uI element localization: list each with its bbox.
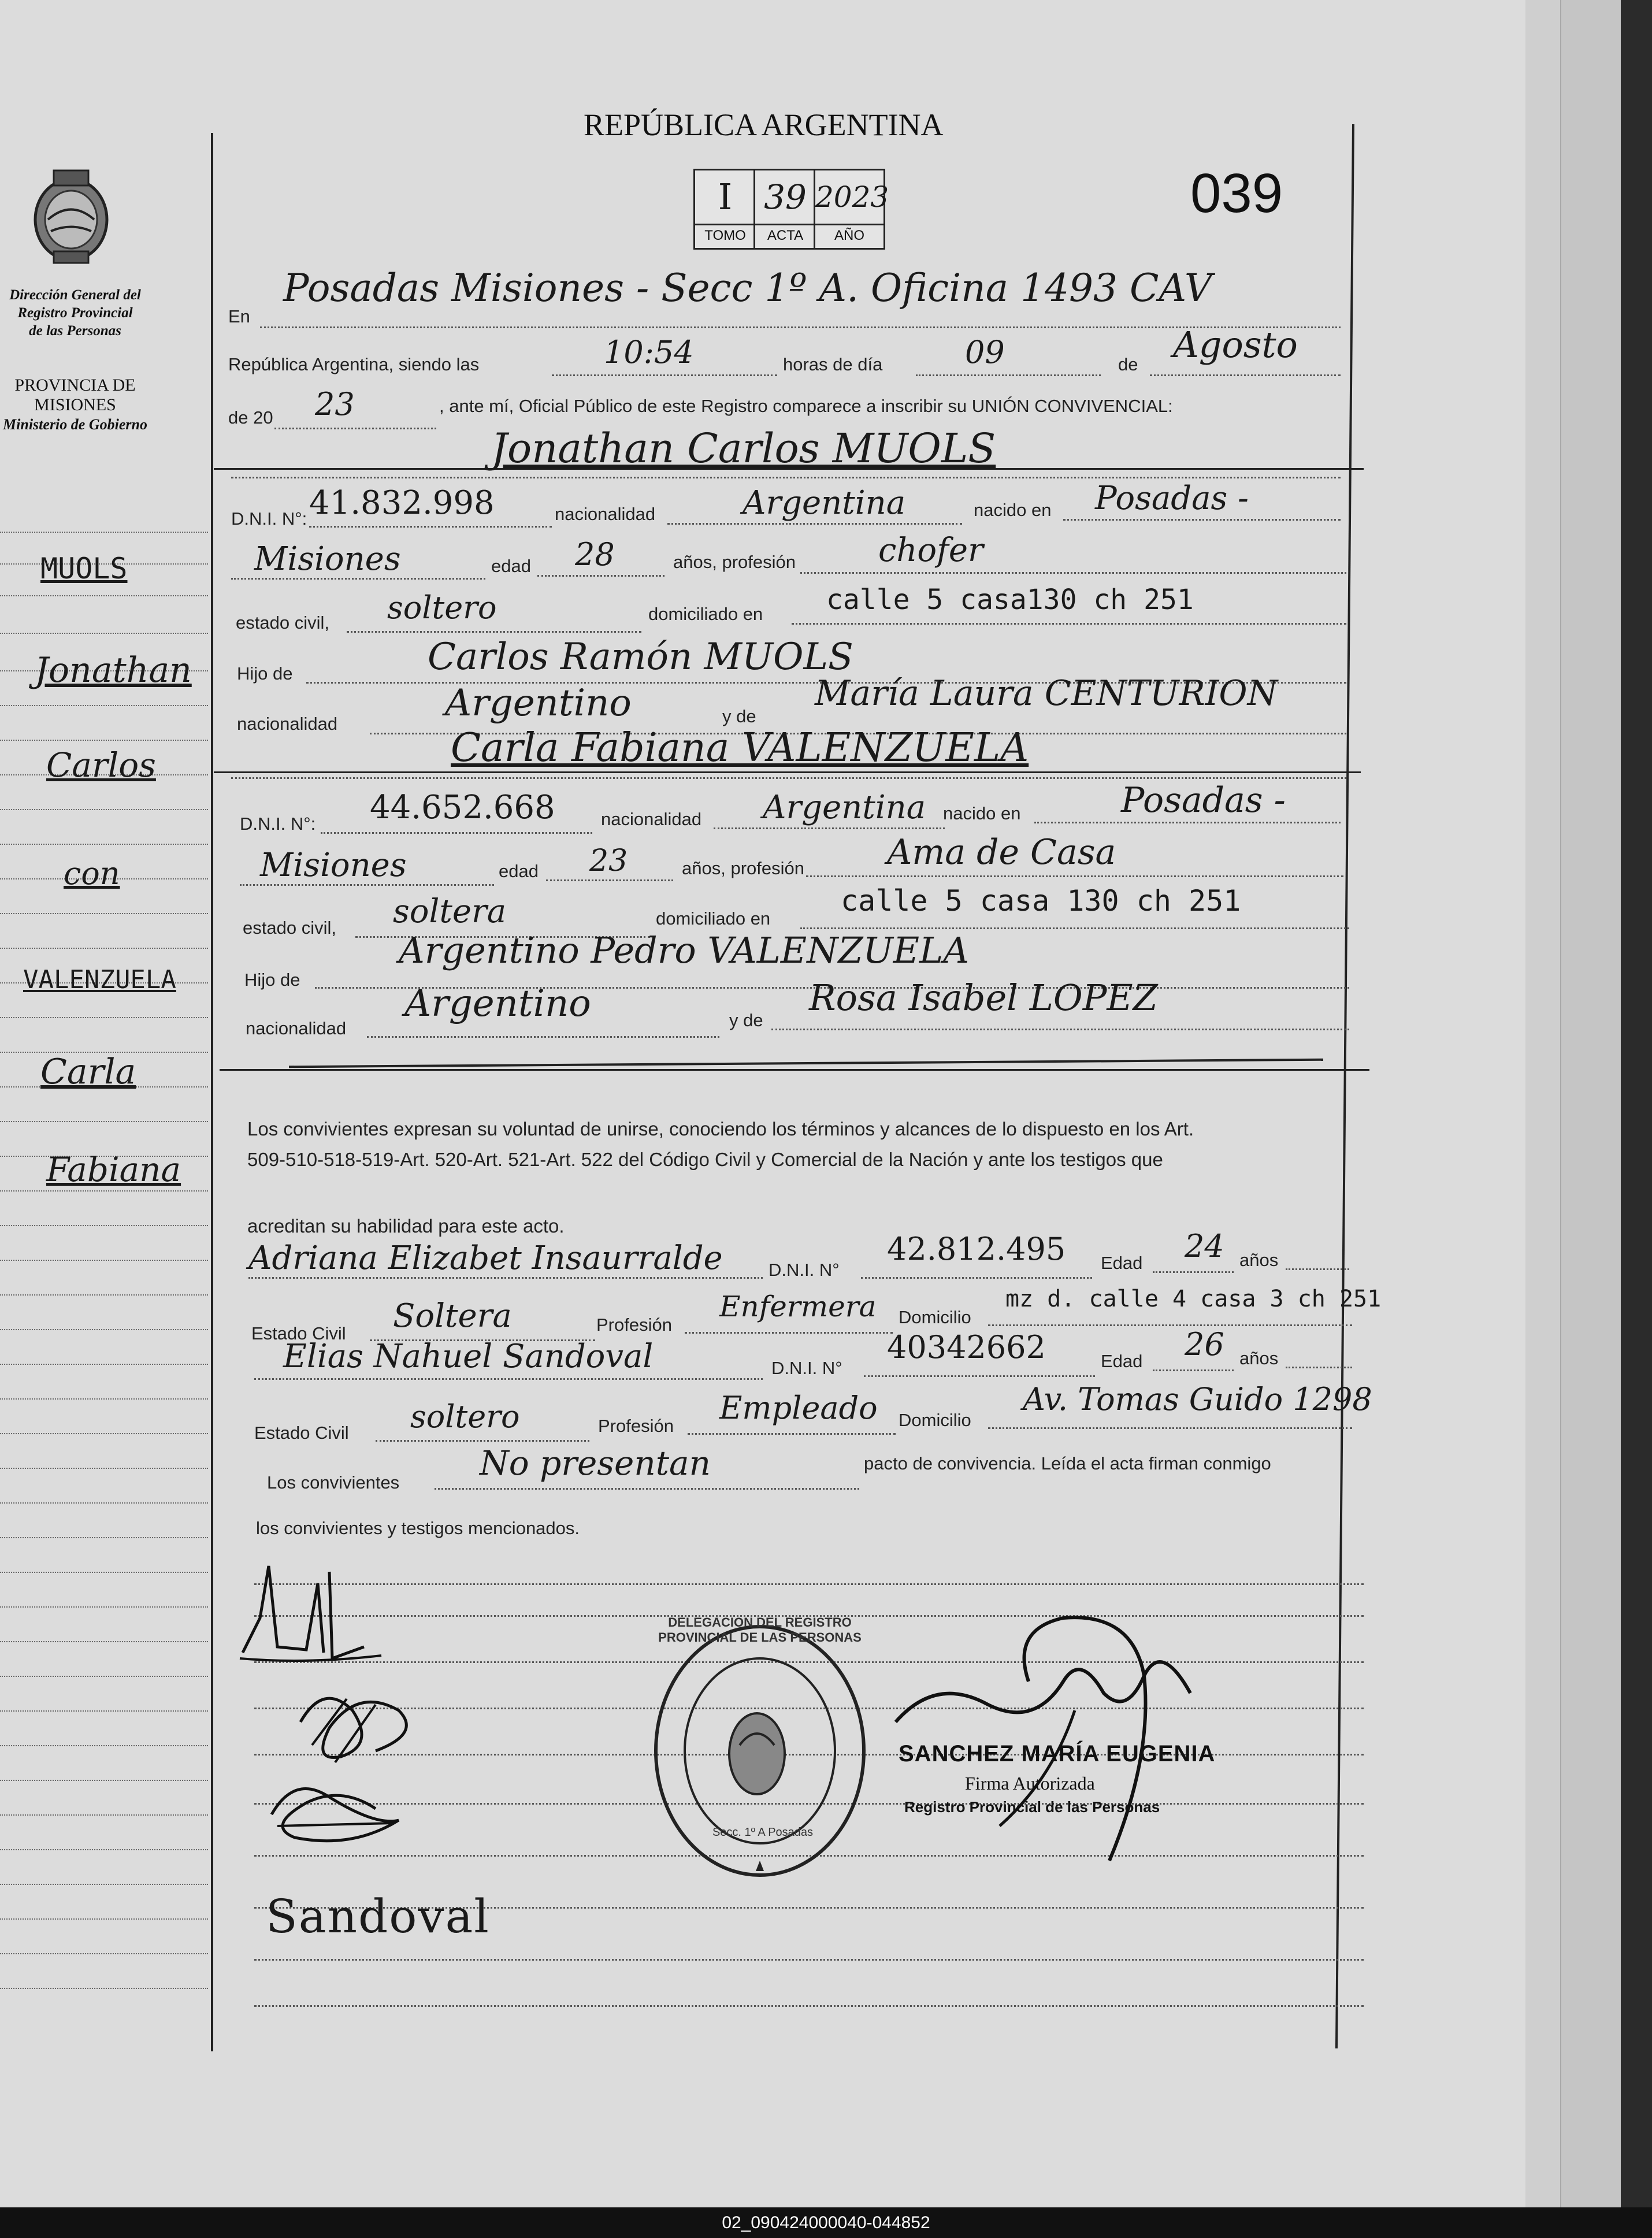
month-value: Agosto: [1173, 324, 1298, 366]
acta-value: 39: [764, 177, 807, 217]
declaration-line: Los convivientes expresan su voluntad de unirse, conociendo los términos y alcances de lo dispuesto en los Art.: [247, 1118, 1194, 1140]
p2-hijo-label: Hijo de: [244, 970, 300, 990]
w1-estado-label: Estado Civil: [251, 1323, 346, 1343]
tomo-label: TOMO: [695, 224, 755, 246]
w1-dni-label: D.N.I. N°: [769, 1260, 840, 1280]
p2-nacido: Posadas -: [1121, 780, 1286, 821]
scan-code: 02_090424000040-044852: [722, 2213, 930, 2232]
p2-domicilio-label: domiciliado en: [656, 908, 771, 929]
w1-domicilio: mz d. calle 4 casa 3 ch 251: [1005, 1286, 1382, 1312]
acta-cell: [753, 169, 817, 250]
p2-estado: soltera: [393, 893, 507, 930]
p2-dni: 44.652.668: [370, 789, 555, 826]
anio-label: AÑO: [815, 224, 883, 246]
person2-name: Carla Fabiana VALENZUELA: [451, 725, 1029, 771]
margin-note: MUOLS: [40, 552, 128, 585]
p1-padre: Carlos Ramón MUOLS: [428, 636, 853, 678]
w2-dni-label: D.N.I. N°: [771, 1358, 842, 1378]
w1-domicilio-label: Domicilio: [899, 1307, 971, 1327]
p2-padre-nac: Argentino: [404, 982, 591, 1025]
w2-profesion: Empleado: [719, 1390, 878, 1426]
p2-yde-label: y de: [729, 1010, 763, 1030]
province-line: PROVINCIA DE: [14, 376, 136, 395]
witness-signature: Sandoval: [266, 1890, 490, 1943]
ministry-line: Ministerio de Gobierno: [3, 416, 147, 433]
republica-label: República Argentina, siendo las: [228, 354, 480, 374]
margin-note: Carlos: [46, 745, 156, 785]
frame-right: [1335, 124, 1354, 2048]
p1-domicilio-label: domiciliado en: [648, 604, 763, 624]
margin-note: con: [64, 855, 120, 892]
org-line: Registro Provincial: [17, 305, 133, 321]
registry-stamp: [647, 1618, 873, 1884]
p1-dni-label: D.N.I. N°:: [231, 509, 307, 529]
p1-edad: 28: [575, 536, 615, 573]
year-suffix: 23: [315, 386, 355, 422]
convivientes-label: Los convivientes: [267, 1472, 400, 1493]
de-label: de: [1118, 354, 1138, 374]
p2-madre: Rosa Isabel LOPEZ: [809, 977, 1158, 1019]
w2-name: Elias Nahuel Sandoval: [283, 1338, 654, 1375]
w1-anos-label: años: [1239, 1250, 1279, 1270]
p2-estado-label: estado civil,: [243, 918, 336, 938]
acta-label: ACTA: [755, 224, 815, 246]
p1-nacido-label: nacido en: [974, 500, 1052, 520]
hour-value: 10:54: [604, 334, 694, 370]
p2-edad: 23: [589, 844, 628, 878]
person1-name: Jonathan Carlos MUOLS: [491, 425, 996, 472]
officer-org: Registro Provincial de las Personas: [904, 1798, 1160, 1816]
scan-footer: [0, 2207, 1652, 2238]
w1-profesion: Enfermera: [719, 1290, 877, 1323]
country-title: REPÚBLICA ARGENTINA: [584, 107, 944, 142]
w2-profesion-label: Profesión: [598, 1416, 674, 1436]
w2-dni: 40342662: [887, 1329, 1046, 1365]
page-edge: [1560, 0, 1621, 2207]
officer-name: SANCHEZ MARÍA EUGENIA: [899, 1741, 1216, 1766]
signature-scribble: [260, 1768, 410, 1855]
tomo-cell: [693, 169, 757, 250]
anio-cell: [814, 169, 889, 250]
p2-nacido2: Misiones: [260, 847, 407, 884]
day-value: 09: [965, 334, 1005, 370]
pacto-value: No presentan: [480, 1443, 711, 1483]
p1-domicilio: calle 5 casa130 ch 251: [826, 584, 1194, 616]
p2-dni-label: D.N.I. N°:: [240, 814, 316, 834]
p1-estado: soltero: [387, 589, 497, 626]
p1-profesion: chofer: [878, 532, 983, 569]
w2-estado: soltero: [410, 1398, 520, 1435]
p2-profesion-label: años, profesión: [682, 858, 804, 878]
p1-nacido: Posadas -: [1095, 480, 1249, 517]
p1-hijo-label: Hijo de: [237, 663, 293, 684]
en-label: En: [228, 306, 250, 326]
p2-nacionalidad: Argentina: [763, 789, 926, 826]
p1-profesion-label: años, profesión: [673, 552, 796, 572]
w1-dni: 42.812.495: [887, 1231, 1066, 1267]
margin-note: Carla: [40, 1052, 136, 1092]
p1-nacido2: Misiones: [254, 540, 401, 578]
sidebar: [0, 0, 208, 2207]
provincial-seal-logo: [22, 165, 120, 269]
signature-scribble: [237, 1549, 387, 1682]
w2-anos-label: años: [1239, 1348, 1279, 1368]
stamp-ring-text: DELEGACION DEL REGISTRO PROVINCIAL DE LAS PERSONAS: [658, 1615, 862, 1645]
pacto-label: pacto de convivencia. Leída el acta firman conmigo: [864, 1453, 1271, 1474]
section-divider: [214, 771, 1361, 773]
page-number: 039: [1190, 162, 1283, 224]
frame-left: [211, 133, 213, 2051]
province-line: MISIONES: [34, 395, 116, 414]
stamp-center-text: Secc. 1º A Posadas: [712, 1826, 814, 1839]
signature-scribble: [289, 1676, 428, 1768]
p1-edad-label: edad: [491, 556, 531, 576]
p2-edad-label: edad: [499, 861, 539, 881]
org-line: Dirección General del: [9, 287, 141, 303]
declaration-line: 509-510-518-519-Art. 520-Art. 521-Art. 522 del Código Civil y Comercial de la Nación y ante los testigos que: [247, 1149, 1163, 1170]
p1-estado-label: estado civil,: [236, 613, 329, 633]
margin-note: VALENZUELA: [23, 965, 176, 994]
p2-profesion: Ama de Casa: [887, 832, 1116, 873]
ante-label: , ante mí, Oficial Público de este Registro comparece a inscribir su UNIÓN CONVIVENCIAL:: [439, 396, 1173, 416]
p1-padre-nac: Argentino: [445, 682, 632, 725]
w1-name: Adriana Elizabet Insaurralde: [248, 1239, 723, 1277]
anio-value: 2023: [815, 180, 889, 214]
w2-domicilio-label: Domicilio: [899, 1410, 971, 1430]
w1-profesion-label: Profesión: [596, 1315, 672, 1335]
p1-nac-label: nacionalidad: [237, 714, 338, 734]
p1-yde-label: y de: [722, 706, 756, 726]
w2-domicilio: Av. Tomas Guido 1298: [1023, 1381, 1372, 1417]
tomo-value: I: [718, 176, 733, 218]
year-prefix: de 20: [228, 407, 273, 428]
w1-edad-label: Edad: [1101, 1253, 1143, 1273]
w1-estado: Soltera: [393, 1297, 512, 1335]
declaration-line: acreditan su habilidad para este acto.: [247, 1215, 565, 1237]
p2-padre: Argentino Pedro VALENZUELA: [399, 929, 969, 971]
w1-edad: 24: [1185, 1228, 1224, 1264]
p1-madre: María Laura CENTURION: [815, 673, 1278, 714]
p2-domicilio: calle 5 casa 130 ch 251: [841, 884, 1241, 918]
margin-note: Fabiana: [46, 1150, 181, 1189]
p2-nacionalidad-label: nacionalidad: [601, 809, 702, 829]
w2-estado-label: Estado Civil: [254, 1423, 349, 1443]
place-value: Posadas Misiones - Secc 1º A. Oficina 1493 CAV: [283, 266, 1212, 310]
sidebar-province: [0, 376, 162, 435]
p1-dni: 41.832.998: [309, 484, 495, 522]
org-line: de las Personas: [29, 323, 121, 339]
underline-stroke: [289, 1059, 1323, 1068]
p1-nacionalidad: Argentina: [743, 484, 906, 522]
closing-line: los convivientes y testigos mencionados.: [256, 1518, 580, 1538]
margin-note: Jonathan: [35, 650, 192, 691]
officer-title: Firma Autorizada: [965, 1773, 1095, 1794]
p2-nacido-label: nacido en: [943, 803, 1021, 823]
sidebar-org: [0, 286, 162, 340]
record-box: [693, 169, 889, 250]
p2-nac-label: nacionalidad: [246, 1018, 347, 1038]
w2-edad: 26: [1185, 1326, 1224, 1363]
w2-edad-label: Edad: [1101, 1351, 1143, 1371]
horas-label: horas de día: [783, 354, 883, 374]
section-divider: [220, 1069, 1369, 1071]
p1-nacionalidad-label: nacionalidad: [555, 504, 656, 524]
